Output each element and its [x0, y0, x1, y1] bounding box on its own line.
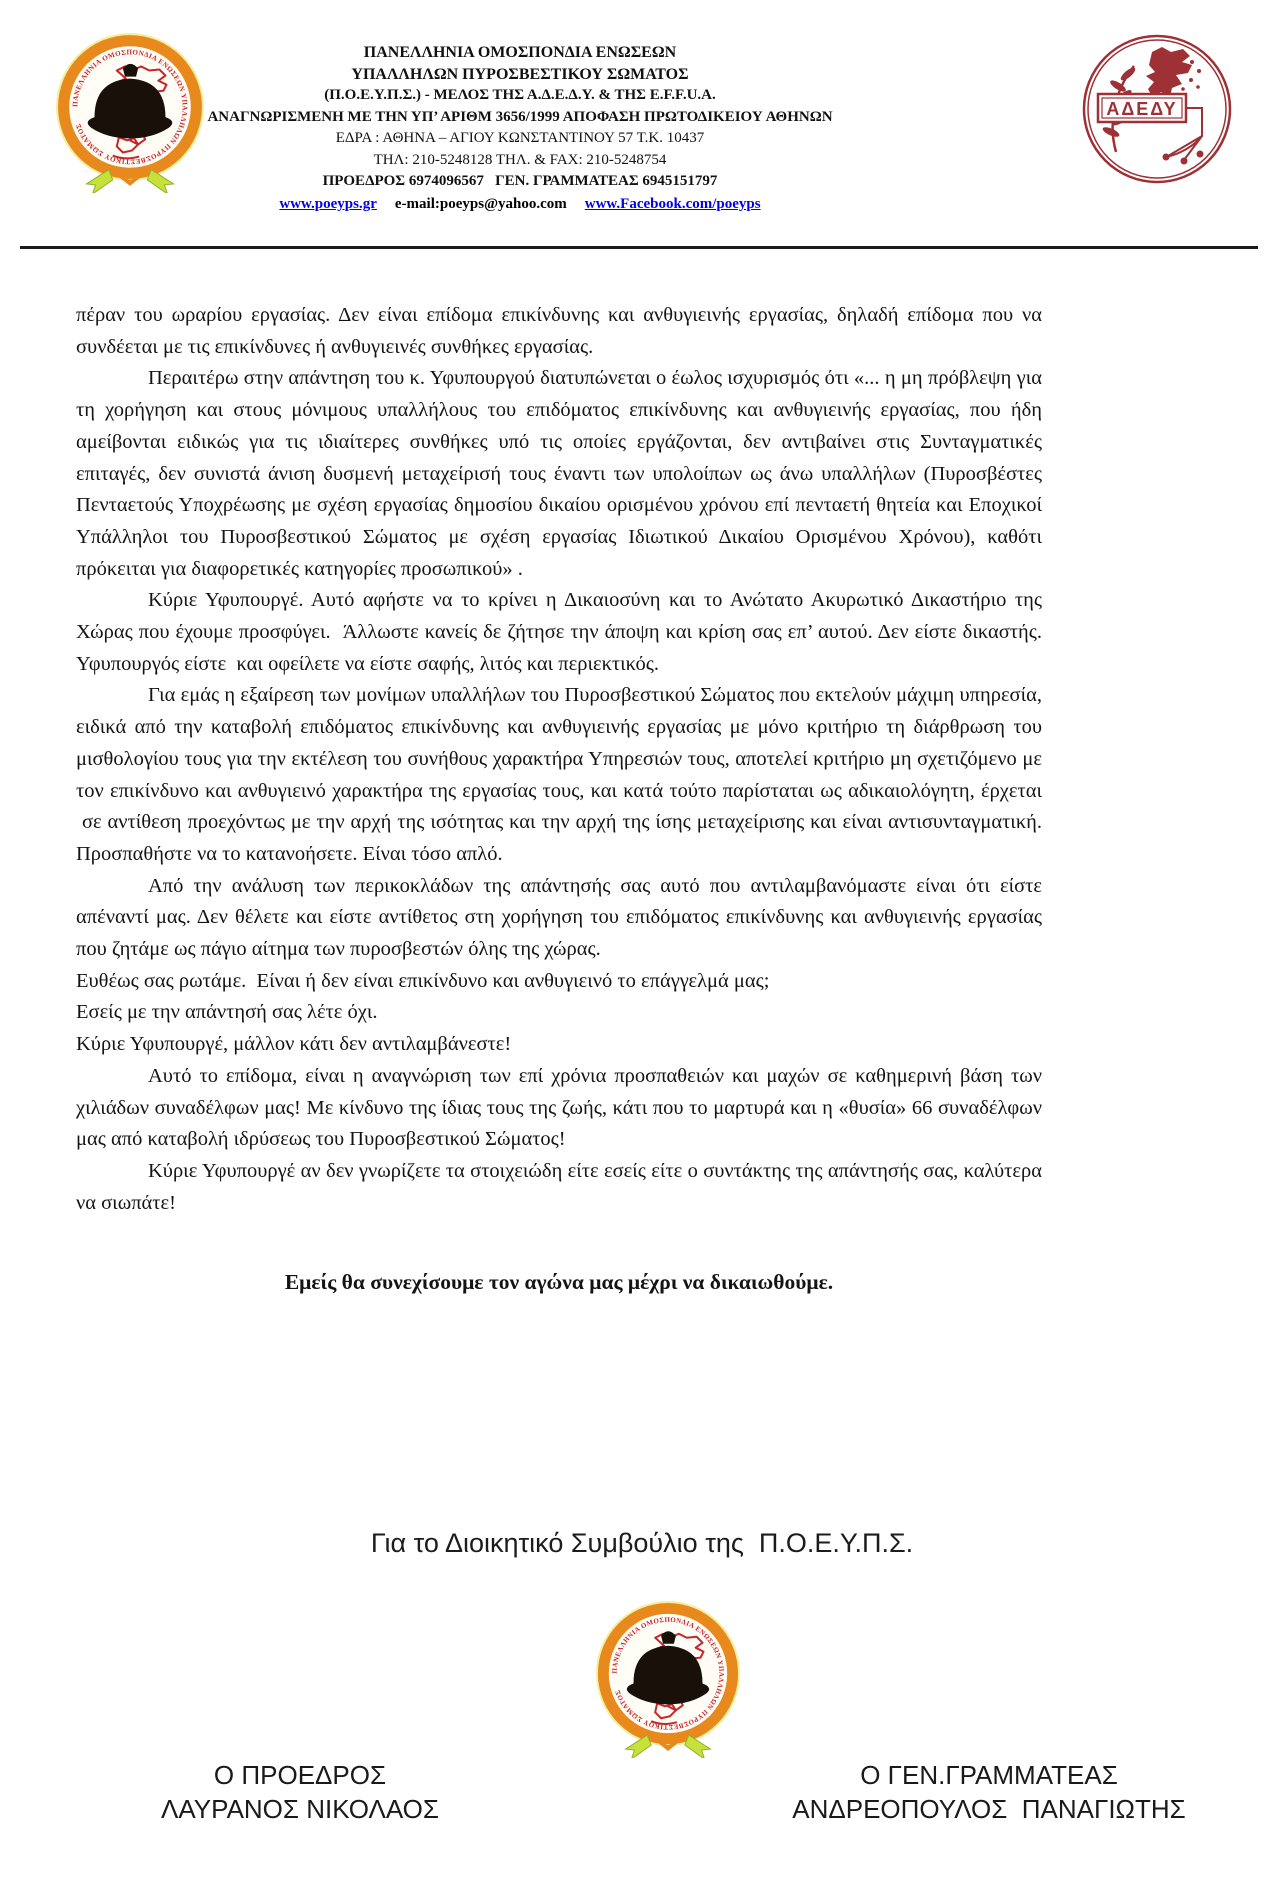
letterhead-line: ΠΑΝΕΛΛΗΝΙΑ ΟΜΟΣΠΟΝΔΙΑ ΕΝΩΣΕΩΝ	[363, 44, 677, 61]
letter-paragraph: Κύριε Υφυπουργέ, μάλλον κάτι δεν αντιλαμβάνεστε!	[76, 1033, 512, 1056]
poeyps-emblem-logo-icon	[54, 28, 206, 193]
letterhead-line: ΤΗΛ: 210-5248128 ΤΗΛ. & FAX: 210-5248754	[373, 151, 667, 168]
letterhead-links-row	[200, 193, 840, 215]
website-link[interactable]: www.poeyps.gr	[279, 196, 377, 212]
letterhead-line: (Π.Ο.Ε.Υ.Π.Σ.) - ΜΕΛΟΣ ΤΗΣ Α.Δ.Ε.Δ.Υ. & ΤΗΣ E.F.F.U.A.	[324, 87, 716, 103]
letter-paragraph: Για εμάς η εξαίρεση των μονίμων υπαλλήλων του Πυροσβεστικού Σώματος που εκτελούν μάχιμη υπηρεσία, ειδικά από την καταβολή επιδόματος επικίνδυνης και ανθυγιεινής εργασίας με μόνο κριτήριο τη διάρθρωση του μισθολογίου τους για την εκτέλεση του συνήθους χαρακτήρα Υπηρεσιών τους, αποτελεί κριτήριο μη σχετιζόμενο με τον επικίνδυνο και ανθυγιεινό χαρακτήρα της εργασίας τους, και κατά τούτο παρίσταται ως αδικαιολόγητη, έρχεται σε αντίθεση προεχόντως με την αρχή της ισότητας και την αρχή της ίσης μεταχείρισης και είναι αντισυνταγματική. Προσπαθήστε να το κατανοήσετε. Είναι τόσο απλό.	[76, 684, 1042, 865]
secretary-name: ΑΝΔΡΕΟΠΟΥΛΟΣ ΠΑΝΑΓΙΩΤΗΣ	[792, 1794, 1186, 1824]
letter-paragraph: Εμείς θα συνεχίσουμε τον αγώνα μας μέχρι να δικαιωθούμε.	[284, 1270, 834, 1295]
letter-paragraph: Εσείς με την απάντησή σας λέτε όχι.	[76, 1001, 378, 1024]
letter-paragraph: Αυτό το επίδομα, είναι η αναγνώριση των επί χρόνια προσπαθειών και μαχών σε καθημερινή βάση των χιλιάδων συναδέλφων μας! Με κίνδυνο της ίδιας τους της ζωής, κάτι που το μαρτυρά και η «θυσία» 66 συναδέλφων μας από καταβολή ιδρύσεως του Πυροσβεστικού Σώματος!	[76, 1064, 1042, 1151]
president-name: ΛΑΥΡΑΝΟΣ ΝΙΚΟΛΑΟΣ	[161, 1794, 439, 1824]
signature-president	[118, 1758, 482, 1826]
adedy-logo-text: ΑΔΕΔΥ	[1106, 99, 1178, 119]
letterhead	[200, 42, 840, 193]
letter-paragraph: Κύριε Υφυπουργέ. Αυτό αφήστε να το κρίνει η Δικαιοσύνη και το Ανώτατο Ακυρωτικό Δικαστήριο της Χώρας που έχουμε προσφύγει. Άλλωστε κανείς δε ζήτησε την άποψη και κρίση σας επ’ αυτού. Δεν είστε δικαστής. Υφυπουργός είστε και οφείλετε να είστε σαφής, λιτός και περιεκτικός.	[76, 589, 1042, 675]
letterhead-line: ΕΔΡΑ : ΑΘΗΝΑ – ΑΓΙΟΥ ΚΩΝΣΤΑΝΤΙΝΟΥ 57 Τ.Κ. 10437	[335, 130, 705, 146]
signature-secretary	[694, 1758, 1284, 1826]
president-title: Ο ΠΡΟΕΔΡΟΣ	[213, 1760, 387, 1790]
letter-paragraph: Κύριε Υφυπουργέ αν δεν γνωρίζετε τα στοιχειώδη είτε εσείς είτε ο συντάκτης της απάντησής σας, καλύτερα να σιωπάτε!	[76, 1159, 1042, 1214]
facebook-link[interactable]: www.Facebook.com/poeyps	[584, 196, 761, 212]
letterhead-line: ΥΠΑΛΛΗΛΩΝ ΠΥΡΟΣΒΕΣΤΙΚΟΥ ΣΩΜΑΤΟΣ	[351, 65, 689, 83]
letter-paragraph: πέραν του ωραρίου εργασίας. Δεν είναι επίδομα επικίνδυνης και ανθυγιεινής εργασίας, δηλαδή επίδομα που να συνδέεται με τις επικίνδυνες ή ανθυγιεινές συνθήκες εργασίας.	[76, 304, 1042, 358]
letterhead-line: ΑΝΑΓΝΩΡΙΣΜΕΝΗ ΜΕ ΤΗΝ ΥΠ’ ΑΡΙΘΜ 3656/1999 ΑΠΟΦΑΣΗ ΠΡΩΤΟΔΙΚΕΙΟΥ ΑΘΗΝΩΝ	[207, 108, 833, 125]
letter-body	[76, 300, 1042, 1299]
horizontal-rule	[20, 246, 1258, 249]
letter-paragraph: Ευθέως σας ρωτάμε. Είναι ή δεν είναι επικίνδυνο και ανθυγιεινό το επάγγελμά μας;	[76, 969, 770, 992]
secretary-title: Ο ΓΕΝ.ΓΡΑΜΜΑΤΕΑΣ	[860, 1760, 1118, 1790]
poeyps-emblem-footer-icon	[594, 1596, 742, 1758]
adedy-logo-icon	[1072, 32, 1242, 186]
closing-committee-line: Για το Διοικητικό Συμβούλιο της Π.Ο.Ε.Υ.Π.Σ.	[370, 1528, 914, 1558]
email-text: e-mail:poeyps@yahoo.com	[394, 196, 567, 212]
letterhead-line: ΠΡΟΕΔΡΟΣ 6974096567 ΓΕΝ. ΓΡΑΜΜΑΤΕΑΣ 6945151797	[322, 173, 718, 189]
letter-paragraph: Από την ανάλυση των περικοκλάδων της απάντησής σας αυτό που αντιλαμβανόμαστε είναι ότι είστε απέναντί μας. Δεν θέλετε και είστε αντίθετος στη χορήγηση του επιδόματος επικίνδυνης και ανθυγιεινής εργασίας που ζητάμε ως πάγιο αίτημα των πυροσβεστών όλης της χώρας.	[76, 874, 1042, 961]
letter-paragraph: Περαιτέρω στην απάντηση του κ. Υφυπουργού διατυπώνεται ο έωλος ισχυρισμός ότι «... η μη πρόβλεψη για τη χορήγηση και στους μόνιμους υπαλλήλους του επιδόματος επικίνδυνης και ανθυγιεινής εργασίας, που ήδη αμείβονται ειδικώς για τις ιδιαίτερες συνθήκες υπό τις οποίες εργάζονται, δεν αντιβαίνει στις Συνταγματικές επιταγές, δεν συνιστά άνιση δυσμενή μεταχείρισή τους έναντι των υπολοίπων ως άνω υπαλλήλων (Πυροσβέστες Πενταετούς Υποχρέωσης με σχέση εργασίας δημοσίου δικαίου ορισμένου χρόνου επί πενταετή θητεία και Εποχικοί Υπάλληλοι του Πυροσβεστικού Σώματος με σχέση εργασίας Ιδιωτικού Δικαίου Ορισμένου Χρόνου), καθότι πρόκειται για διαφορετικές κατηγορίες προσωπικού» .	[76, 367, 1042, 580]
